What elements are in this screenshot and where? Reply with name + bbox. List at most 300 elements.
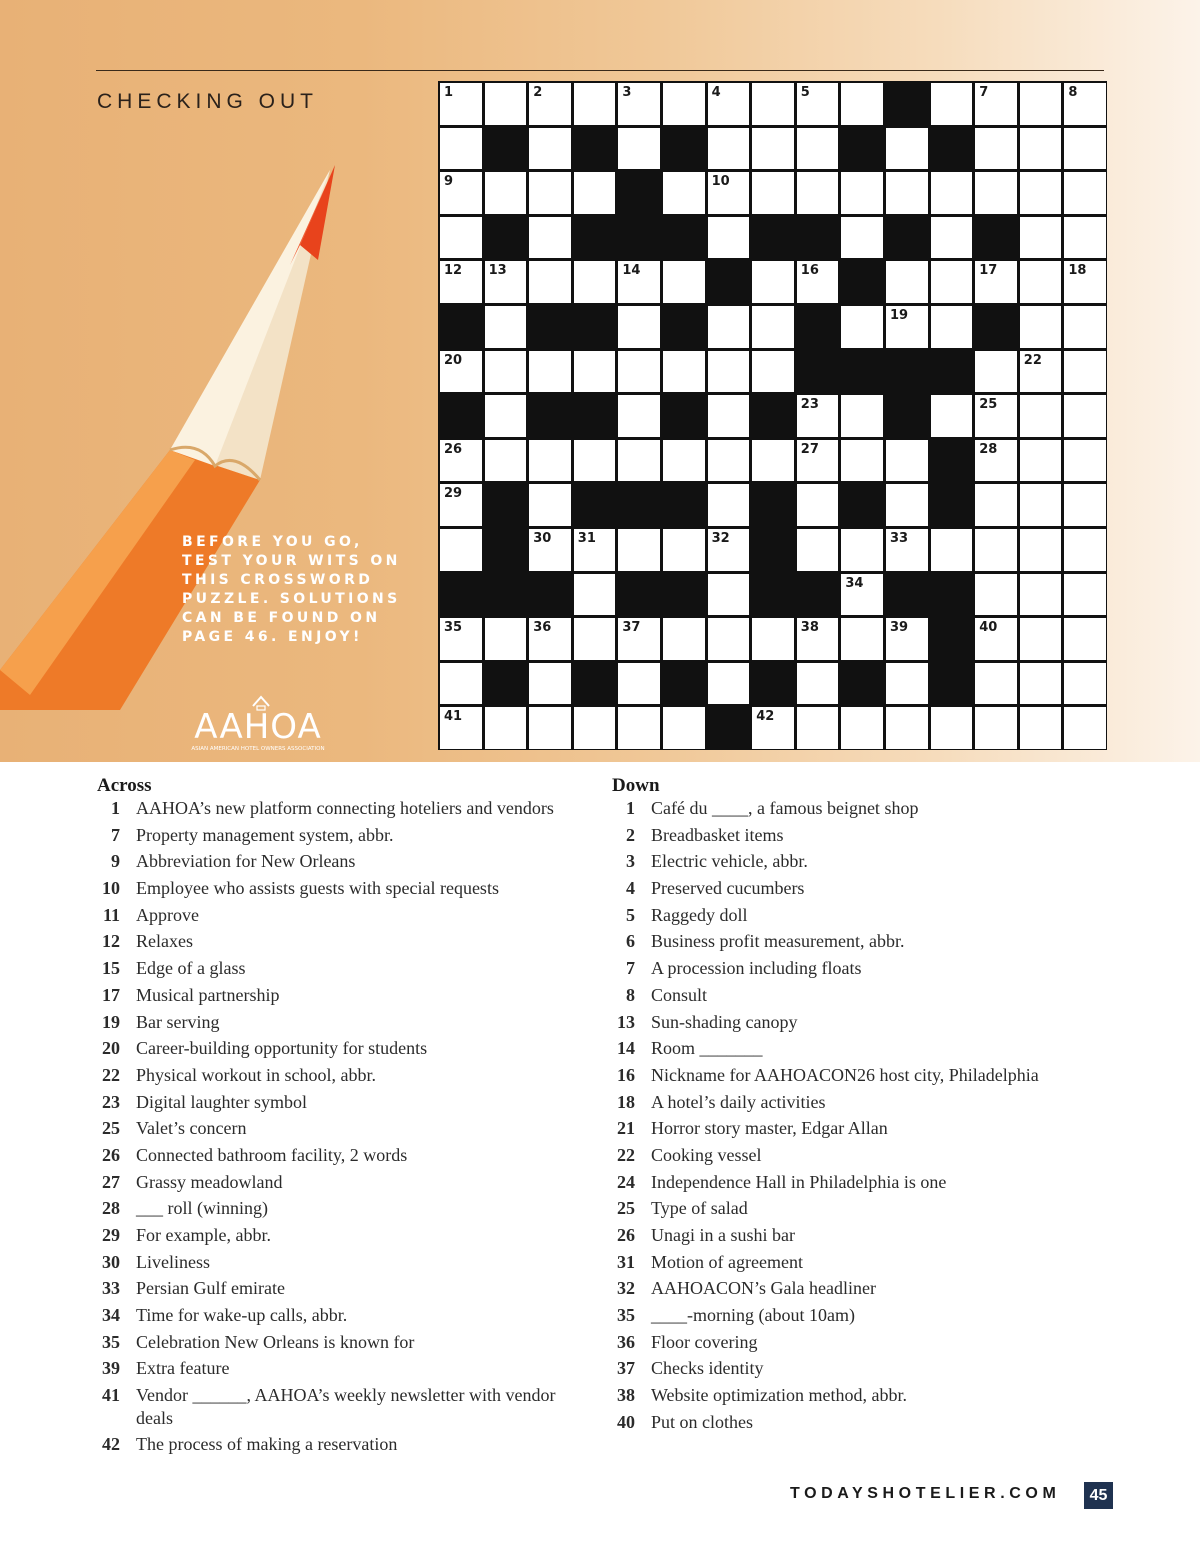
grid-cell[interactable] [975,707,1017,749]
intro-line: PUZZLE. SOLUTIONS [182,591,401,607]
grid-cell[interactable] [1020,351,1062,393]
cell-number: 35 [444,620,463,636]
grid-cell[interactable] [663,261,705,303]
grid-cell[interactable] [708,663,750,705]
grid-cell[interactable] [574,83,616,125]
grid-cell[interactable] [529,663,571,705]
clue-text: Vendor ______, AAHOA’s weekly newsletter with vendor deals [136,1385,556,1428]
grid-cell[interactable] [529,128,571,170]
grid-cell[interactable] [975,663,1017,705]
down-clue [612,1117,1072,1140]
clue-number: 42 [102,1434,120,1455]
grid-cell[interactable] [1064,618,1106,660]
clue-text: Edge of a glass [136,958,246,979]
down-heading: Down [612,775,660,796]
grid-cell[interactable] [529,83,571,125]
clue-text: AAHOACON’s Gala headliner [651,1278,876,1299]
grid-cell[interactable] [841,217,883,259]
grid-cell[interactable] [440,351,482,393]
grid-cell[interactable] [485,618,527,660]
grid-cell[interactable] [841,395,883,437]
grid-cell[interactable] [1020,529,1062,571]
clue-text: Sun-shading canopy [651,1011,798,1032]
grid-cell[interactable] [886,440,928,482]
grid-cell[interactable] [529,618,571,660]
clue-text: Consult [651,984,708,1005]
grid-cell[interactable] [618,351,660,393]
grid-cell[interactable] [440,83,482,125]
grid-cell[interactable] [752,83,794,125]
grid-cell[interactable] [618,395,660,437]
grid-cell[interactable] [975,128,1017,170]
grid-cell[interactable] [752,707,794,749]
grid-cell[interactable] [618,663,660,705]
grid-cell[interactable] [1020,574,1062,616]
grid-cell[interactable] [1064,306,1106,348]
grid-cell[interactable] [574,618,616,660]
across-clue [97,1197,587,1220]
aahoa-logo [183,692,333,754]
down-clue [612,824,1072,847]
clue-number: 28 [102,1198,120,1219]
grid-cell[interactable] [663,83,705,125]
grid-cell[interactable] [663,351,705,393]
grid-cell[interactable] [1064,83,1106,125]
clue-number: 20 [102,1038,120,1059]
clue-number: 29 [102,1225,120,1245]
grid-cell[interactable] [797,484,839,526]
grid-cell[interactable] [797,707,839,749]
clue-text: Approve [136,904,199,925]
down-clue [612,850,1072,873]
logo-wordmark: AAHOA [194,707,322,747]
grid-cell[interactable] [708,128,750,170]
clue-number: 41 [102,1385,120,1406]
grid-cell[interactable] [886,261,928,303]
grid-cell[interactable] [1020,261,1062,303]
clue-text: Room _______ [651,1038,763,1059]
clue-number: 2 [626,824,635,845]
clue-text: Celebration New Orleans is known for [136,1331,415,1352]
cell-number: 5 [800,85,810,100]
grid-cell[interactable] [440,484,482,526]
grid-cell[interactable] [529,217,571,259]
grid-cell[interactable] [1020,217,1062,259]
grid-cell[interactable] [618,83,660,125]
grid-cell[interactable] [975,618,1017,660]
grid-cell[interactable] [485,351,527,393]
grid-cell[interactable] [931,172,973,214]
grid-cell[interactable] [618,128,660,170]
across-clue [97,1171,587,1194]
clue-number: 34 [102,1305,120,1326]
clue-text: Put on clothes [651,1411,753,1432]
grid-cell[interactable] [574,574,616,616]
grid-cell[interactable] [975,529,1017,571]
grid-cell[interactable] [440,172,482,214]
grid-cell[interactable] [708,484,750,526]
clue-number: 40 [617,1411,635,1432]
logo-tagline: ASIAN AMERICAN HOTEL OWNERS ASSOCIATION [191,746,325,752]
down-clue [612,1037,1072,1060]
grid-cell[interactable] [485,261,527,303]
cell-number: 2 [533,85,543,100]
grid-cell[interactable] [752,172,794,214]
site-url: TODAYSHOTELIER.COM [790,1485,1061,1502]
grid-cell[interactable] [1020,306,1062,348]
down-clue [612,1224,1072,1247]
clue-number: 39 [102,1358,120,1379]
across-clue [97,1251,587,1274]
grid-cell[interactable] [708,395,750,437]
grid-cell[interactable] [663,707,705,749]
grid-cell[interactable] [1020,484,1062,526]
clue-number: 10 [102,878,120,899]
grid-cell[interactable] [752,618,794,660]
grid-cell[interactable] [574,440,616,482]
grid-cell[interactable] [708,306,750,348]
grid-cell[interactable] [1064,128,1106,170]
grid-cell[interactable] [886,663,928,705]
grid-cell[interactable] [886,618,928,660]
across-clue [97,1304,587,1327]
grid-cell[interactable] [663,440,705,482]
clue-text: Business profit measurement, abbr. [651,931,905,952]
across-clue [97,1011,587,1034]
grid-cell[interactable] [841,707,883,749]
grid-cell[interactable] [574,261,616,303]
grid-cell[interactable] [797,395,839,437]
grid-cell[interactable] [574,351,616,393]
grid-cell[interactable] [886,484,928,526]
clue-number: 35 [102,1331,120,1352]
clue-number: 23 [102,1091,120,1112]
grid-cell[interactable] [975,574,1017,616]
clue-number: 25 [617,1198,635,1219]
grid-cell[interactable] [931,529,973,571]
grid-cell[interactable] [1064,484,1106,526]
grid-cell[interactable] [1064,574,1106,616]
grid-cell[interactable] [931,83,973,125]
cell-number: 7 [979,85,989,100]
clue-text: Connected bathroom facility, 2 words [136,1144,408,1165]
grid-cell[interactable] [574,529,616,571]
grid-cell[interactable] [708,217,750,259]
down-clue [612,930,1072,953]
clue-number: 31 [617,1251,635,1272]
down-clue [612,1171,1072,1194]
grid-cell[interactable] [618,618,660,660]
clue-text: Valet’s concern [136,1118,247,1139]
grid-cell[interactable] [1020,663,1062,705]
clue-text: Physical workout in school, abbr. [136,1064,376,1085]
clue-number: 30 [102,1251,120,1272]
cell-number: 25 [979,397,998,413]
clue-number: 1 [111,798,120,818]
grid-cell[interactable] [708,351,750,393]
cell-number: 42 [756,709,775,725]
page-number: 45 [1084,1482,1113,1509]
grid-cell[interactable] [529,707,571,749]
clue-number: 17 [102,984,120,1005]
down-clue [612,1384,1072,1407]
clue-text: Digital laughter symbol [136,1091,307,1112]
across-clue [97,930,587,953]
grid-cell[interactable] [529,484,571,526]
grid-cell[interactable] [931,261,973,303]
grid-cell[interactable] [663,172,705,214]
grid-cell[interactable] [975,484,1017,526]
clue-text: Grassy meadowland [136,1171,283,1192]
grid-cell[interactable] [618,440,660,482]
grid-cell[interactable] [1020,172,1062,214]
clue-text: Independence Hall in Philadelphia is one [651,1171,947,1192]
grid-cell[interactable] [752,351,794,393]
grid-cell[interactable] [886,529,928,571]
grid-cell[interactable] [574,172,616,214]
grid-cell[interactable] [485,440,527,482]
grid-cell[interactable] [663,529,705,571]
grid-cell[interactable] [886,172,928,214]
grid-cell[interactable] [708,172,750,214]
cell-number: 16 [800,263,819,279]
grid-cell[interactable] [797,663,839,705]
across-clue [97,1384,587,1429]
grid-cell[interactable] [440,217,482,259]
grid-cell[interactable] [485,707,527,749]
grid-cell[interactable] [975,261,1017,303]
grid-cell[interactable] [708,83,750,125]
clue-number: 16 [617,1064,635,1085]
down-clue [612,904,1072,927]
grid-cell[interactable] [1020,83,1062,125]
intro-line: PAGE 46. ENJOY! [182,629,363,645]
clue-text: Type of salad [651,1198,748,1219]
clue-text: The process of making a reservation [136,1434,398,1455]
grid-cell[interactable] [1064,261,1106,303]
clue-number: 3 [626,851,635,872]
cell-number: 40 [979,620,998,636]
across-clues [97,775,587,1460]
grid-cell[interactable] [529,261,571,303]
grid-cell[interactable] [1064,351,1106,393]
clue-number: 12 [102,931,120,952]
clue-number: 22 [617,1144,635,1165]
clue-text: Raggedy doll [651,904,748,925]
grid-cell[interactable] [1064,663,1106,705]
grid-cell[interactable] [1020,440,1062,482]
clue-text: Persian Gulf emirate [136,1278,285,1299]
clue-number: 7 [111,824,120,845]
cell-number: 1 [444,85,454,100]
cell-number: 9 [444,174,454,190]
grid-cell[interactable] [618,261,660,303]
grid-cell[interactable] [708,618,750,660]
grid-cell[interactable] [708,529,750,571]
grid-cell[interactable] [529,529,571,571]
clue-number: 32 [617,1278,635,1299]
grid-cell[interactable] [841,529,883,571]
grid-cell[interactable] [1064,217,1106,259]
intro-line: BEFORE YOU GO, [182,534,363,550]
grid-cell[interactable] [752,261,794,303]
grid-cell[interactable] [797,261,839,303]
grid-cell[interactable] [440,128,482,170]
cell-number: 27 [800,441,819,457]
grid-cell[interactable] [1020,707,1062,749]
grid-cell[interactable] [618,306,660,348]
grid-cell[interactable] [797,618,839,660]
clue-number: 5 [626,904,635,925]
down-clue [612,1064,1072,1087]
grid-cell[interactable] [931,395,973,437]
across-clue [97,984,587,1007]
clue-number: 27 [102,1171,120,1192]
clue-text: Electric vehicle, abbr. [651,851,808,872]
grid-cell[interactable] [797,83,839,125]
clue-number: 14 [617,1038,635,1059]
clue-number: 25 [102,1118,120,1139]
cell-number: 29 [444,486,463,502]
clue-text: For example, abbr. [136,1225,271,1245]
clue-text: Abbreviation for New Orleans [136,851,356,872]
grid-cell[interactable] [1064,440,1106,482]
crossword-grid [438,81,1107,750]
grid-cell[interactable] [931,306,973,348]
grid-cell[interactable] [1020,128,1062,170]
across-clue [97,957,587,980]
down-clues [612,775,1072,1438]
down-clue [612,1197,1072,1220]
clue-number: 15 [102,958,120,979]
across-clue [97,1277,587,1300]
grid-cell[interactable] [886,128,928,170]
clue-number: 1 [626,798,635,818]
clue-text: Liveliness [136,1251,210,1272]
grid-cell[interactable] [440,261,482,303]
grid-cell[interactable] [797,172,839,214]
grid-cell[interactable] [440,707,482,749]
grid-cell[interactable] [708,574,750,616]
clue-text: Career-building opportunity for students [136,1038,428,1059]
cell-number: 17 [979,263,998,279]
grid-cell[interactable] [886,707,928,749]
grid-cell[interactable] [752,440,794,482]
clue-number: 38 [617,1385,635,1406]
grid-cell[interactable] [1064,172,1106,214]
across-clue [97,1037,587,1060]
grid-cell[interactable] [1020,395,1062,437]
grid-cell[interactable] [440,440,482,482]
grid-cell[interactable] [841,440,883,482]
across-clue [97,877,587,900]
grid-cell[interactable] [1064,529,1106,571]
grid-cell[interactable] [485,395,527,437]
grid-cell[interactable] [440,663,482,705]
grid-cell[interactable] [440,618,482,660]
clue-number: 26 [617,1225,635,1245]
grid-cell[interactable] [975,395,1017,437]
grid-cell[interactable] [886,306,928,348]
grid-cell[interactable] [975,172,1017,214]
grid-cell[interactable] [529,172,571,214]
grid-cell[interactable] [529,351,571,393]
grid-cell[interactable] [797,529,839,571]
cell-number: 33 [890,531,909,546]
grid-cell[interactable] [841,172,883,214]
grid-cell[interactable] [529,440,571,482]
grid-cell[interactable] [663,618,705,660]
intro-line: TEST YOUR WITS ON [182,553,401,569]
clue-text: ___ roll (winning) [136,1198,268,1219]
clue-number: 9 [111,851,120,872]
grid-cell[interactable] [797,128,839,170]
down-clue [612,957,1072,980]
grid-cell[interactable] [797,440,839,482]
clue-number: 35 [617,1305,635,1326]
across-clue [97,1117,587,1140]
across-clue [97,1144,587,1167]
grid-cell[interactable] [485,83,527,125]
grid-cell[interactable] [485,306,527,348]
cell-number: 3 [622,85,632,100]
grid-cell[interactable] [841,618,883,660]
clue-number: 4 [626,878,635,899]
grid-cell[interactable] [975,440,1017,482]
grid-cell[interactable] [841,306,883,348]
clue-number: 21 [617,1118,635,1139]
down-clue [612,984,1072,1007]
grid-cell[interactable] [440,529,482,571]
clue-text: Cooking vessel [651,1144,762,1165]
across-clue [97,904,587,927]
grid-cell[interactable] [841,83,883,125]
grid-cell[interactable] [1064,707,1106,749]
grid-cell[interactable] [618,529,660,571]
grid-cell[interactable] [574,707,616,749]
down-clue [612,1357,1072,1380]
down-clue [612,1091,1072,1114]
grid-cell[interactable] [618,707,660,749]
clue-number: 22 [102,1064,120,1085]
clue-text: Nickname for AAHOACON26 host city, Philadelphia [651,1064,1039,1085]
grid-cell[interactable] [1064,395,1106,437]
clue-text: Property management system, abbr. [136,824,394,845]
grid-cell[interactable] [752,306,794,348]
grid-cell[interactable] [752,128,794,170]
down-clue [612,1277,1072,1300]
cell-number: 20 [444,352,463,368]
down-clue [612,1251,1072,1274]
clue-text: Time for wake-up calls, abbr. [136,1305,348,1326]
cell-number: 10 [711,174,730,190]
across-clue [97,1064,587,1087]
down-clue [612,1011,1072,1034]
grid-cell[interactable] [975,83,1017,125]
across-clue [97,850,587,873]
grid-cell[interactable] [485,172,527,214]
grid-cell[interactable] [931,217,973,259]
clue-number: 11 [102,904,120,925]
grid-cell[interactable] [841,574,883,616]
cell-number: 38 [800,620,819,636]
down-clue [612,1411,1072,1434]
grid-cell[interactable] [1020,618,1062,660]
across-clue [97,1224,587,1247]
grid-cell[interactable] [931,707,973,749]
grid-cell[interactable] [975,351,1017,393]
grid-cell[interactable] [708,440,750,482]
